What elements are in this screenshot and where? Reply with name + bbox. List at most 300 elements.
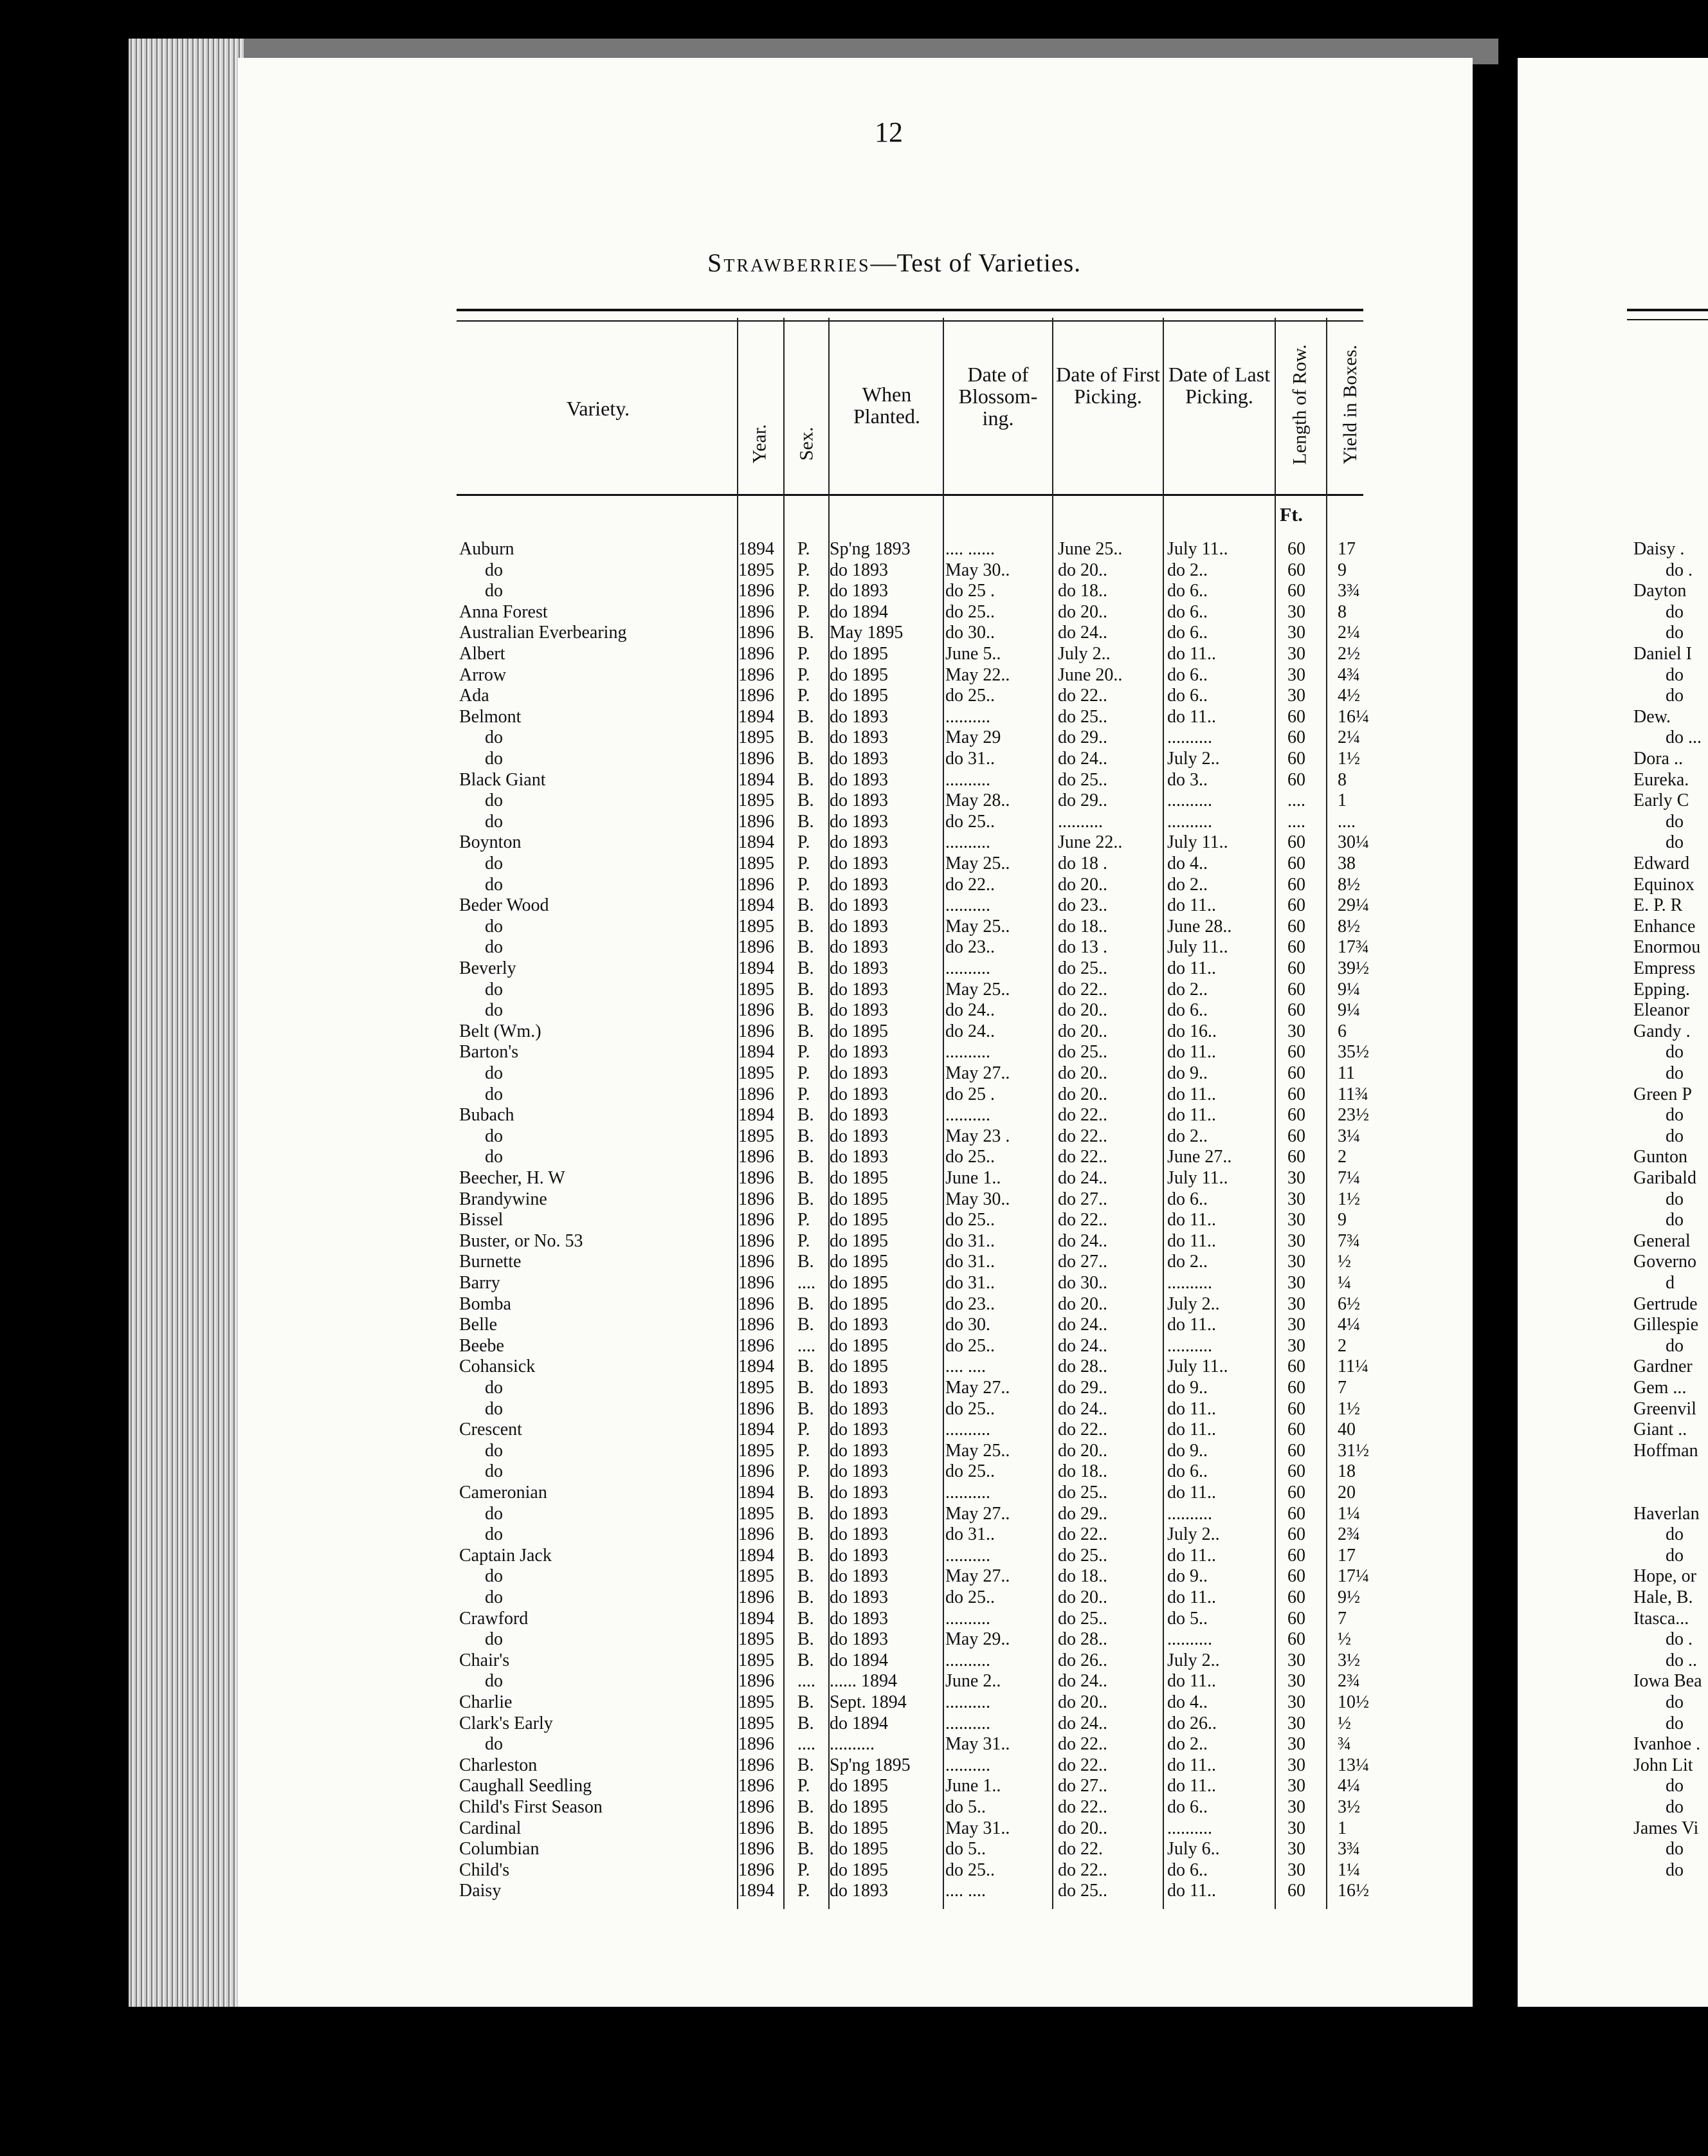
cell-year: 1896 — [738, 1818, 774, 1838]
right-page — [1518, 58, 1708, 2007]
cell-length-of-row: 60 — [1287, 1503, 1305, 1524]
cell-variety: do — [485, 1147, 503, 1167]
right-page-row: John Lit — [1633, 1755, 1693, 1775]
cell-length-of-row: 60 — [1287, 1126, 1305, 1146]
cell-when-planted: do 1895 — [830, 1776, 888, 1796]
cell-sex: P. — [797, 832, 810, 853]
cell-sex: P. — [797, 539, 810, 559]
cell-variety: do — [485, 560, 503, 580]
cell-yield: 11¾ — [1338, 1084, 1368, 1104]
cell-variety: Cohansick — [459, 1357, 536, 1377]
cell-date-last-picking: do 11.. — [1167, 1230, 1216, 1251]
cell-date-blossoming: .......... — [945, 1608, 990, 1629]
cell-when-planted: do 1895 — [830, 1168, 888, 1188]
cell-date-blossoming: do 31.. — [945, 1252, 995, 1272]
cell-date-last-picking: do 3.. — [1167, 769, 1208, 790]
cell-year: 1895 — [738, 1126, 774, 1146]
cell-when-planted: do 1893 — [830, 790, 888, 811]
cell-yield: 8½ — [1338, 874, 1360, 895]
cell-date-last-picking: .......... — [1167, 1629, 1212, 1650]
right-page-row: Equinox — [1633, 874, 1694, 895]
cell-date-blossoming: May 29 — [945, 727, 1001, 748]
cell-date-last-picking: do 2.. — [1167, 1126, 1208, 1146]
cell-yield: 3¼ — [1338, 1126, 1360, 1146]
cell-length-of-row: 60 — [1287, 769, 1305, 790]
cell-date-last-picking: do 11.. — [1167, 1315, 1216, 1335]
cell-date-last-picking: do 6.. — [1167, 1461, 1208, 1482]
cell-date-first-picking: do 22.. — [1058, 1734, 1107, 1755]
cell-sex: B. — [797, 1566, 814, 1587]
cell-year: 1896 — [738, 1315, 774, 1335]
cell-date-last-picking: do 11.. — [1167, 1398, 1216, 1419]
cell-date-blossoming: June 2.. — [945, 1671, 1001, 1692]
right-page-row: James Vi — [1633, 1818, 1699, 1838]
cell-length-of-row: 30 — [1287, 1713, 1305, 1733]
cell-yield: 39½ — [1338, 958, 1369, 978]
cell-year: 1895 — [738, 1650, 774, 1670]
cell-when-planted: do 1895 — [830, 1357, 888, 1377]
table-row — [0, 1420, 1479, 1440]
cell-date-blossoming: .......... — [945, 958, 990, 978]
cell-yield: 1¼ — [1338, 1503, 1360, 1524]
header-date-last-picking: Date of Last Picking. — [1168, 363, 1271, 408]
right-page-row: Green P — [1633, 1084, 1692, 1104]
table-row — [0, 917, 1479, 937]
cell-yield: 4½ — [1338, 686, 1360, 706]
cell-year: 1895 — [738, 854, 774, 873]
cell-sex: B. — [797, 1398, 814, 1419]
cell-yield: 7 — [1338, 1608, 1347, 1629]
cell-date-blossoming: do 25.. — [945, 1210, 995, 1230]
cell-length-of-row: 30 — [1287, 1797, 1305, 1817]
right-page-row: do — [1666, 1524, 1684, 1545]
cell-date-last-picking: July 11.. — [1167, 832, 1228, 853]
cell-date-last-picking: do 11.. — [1167, 1587, 1216, 1607]
cell-date-first-picking: do 18.. — [1058, 1566, 1107, 1587]
cell-variety: Belmont — [459, 706, 522, 727]
cell-when-planted: do 1893 — [830, 1042, 888, 1063]
cell-yield: 9 — [1338, 1210, 1347, 1230]
cell-date-blossoming: do 31.. — [945, 749, 995, 769]
cell-sex: .... — [797, 1273, 815, 1293]
cell-date-blossoming: do 25.. — [945, 1398, 995, 1419]
cell-variety: Buster, or No. 53 — [459, 1230, 583, 1251]
right-page-row: do — [1666, 1797, 1684, 1817]
cell-length-of-row: 30 — [1287, 1734, 1305, 1755]
cell-length-of-row: 30 — [1287, 1818, 1305, 1838]
cell-variety: do — [485, 854, 503, 873]
cell-yield: ½ — [1338, 1629, 1351, 1650]
cell-yield: 29¼ — [1338, 895, 1369, 916]
cell-when-planted: do 1893 — [830, 1126, 888, 1146]
header-sex: Sex. — [795, 426, 817, 461]
cell-year: 1896 — [738, 1293, 774, 1314]
cell-date-last-picking: July 11.. — [1167, 539, 1228, 559]
right-page-row: do — [1666, 1839, 1684, 1859]
table-row — [0, 1042, 1479, 1063]
cell-yield: 31½ — [1338, 1440, 1369, 1461]
cell-variety: do — [485, 581, 503, 601]
cell-variety: Bissel — [459, 1210, 504, 1230]
cell-date-blossoming: May 25.. — [945, 854, 1010, 873]
right-page-row: Giant .. — [1633, 1420, 1687, 1440]
cell-variety: do — [485, 1063, 503, 1083]
cell-length-of-row: 30 — [1287, 1189, 1305, 1209]
cell-date-first-picking: do 29.. — [1058, 790, 1107, 811]
cell-yield: ½ — [1338, 1713, 1351, 1733]
cell-date-first-picking: do 20.. — [1058, 1021, 1107, 1041]
cell-date-blossoming: .... .... — [945, 1881, 986, 1901]
table-row — [0, 1461, 1479, 1482]
cell-date-last-picking: do 11.. — [1167, 1671, 1216, 1692]
cell-yield: 1½ — [1338, 1398, 1360, 1419]
cell-date-blossoming: do 25.. — [945, 686, 995, 706]
cell-variety: Crawford — [459, 1608, 529, 1629]
cell-when-planted: do 1893 — [830, 832, 888, 853]
cell-yield: 8 — [1338, 601, 1347, 622]
table-row — [0, 1483, 1479, 1503]
right-page-row: do .. — [1666, 1650, 1697, 1670]
cell-yield: 8 — [1338, 769, 1347, 790]
cell-variety: Beverly — [459, 958, 516, 978]
cell-length-of-row: 30 — [1287, 1230, 1305, 1251]
cell-year: 1894 — [738, 1042, 774, 1063]
cell-yield: 2¼ — [1338, 727, 1360, 748]
table-row — [0, 1713, 1479, 1734]
cell-date-first-picking: do 29.. — [1058, 1378, 1107, 1398]
table-row — [0, 539, 1479, 560]
cell-when-planted: do 1895 — [830, 1335, 888, 1356]
cell-date-last-picking: do 2.. — [1167, 979, 1208, 1000]
cell-sex: B. — [797, 1650, 814, 1670]
cell-date-last-picking: June 27.. — [1167, 1147, 1232, 1167]
cell-date-first-picking: June 25.. — [1058, 539, 1123, 559]
cell-length-of-row: 60 — [1287, 1587, 1305, 1607]
cell-yield: 23½ — [1338, 1105, 1369, 1126]
cell-year: 1896 — [738, 1273, 774, 1293]
right-page-row: Edward — [1633, 854, 1690, 873]
cell-year: 1896 — [738, 749, 774, 769]
table-row — [0, 895, 1479, 916]
cell-date-blossoming: do 25 . — [945, 581, 995, 601]
cell-sex: P. — [797, 1063, 810, 1083]
cell-sex: B. — [797, 1524, 814, 1545]
table-row — [0, 1755, 1479, 1776]
cell-when-planted: do 1895 — [830, 644, 888, 664]
table-row — [0, 1776, 1479, 1796]
cell-year: 1895 — [738, 1566, 774, 1587]
cell-variety: Boynton — [459, 832, 522, 853]
cell-when-planted: do 1895 — [830, 1252, 888, 1272]
cell-when-planted: do 1895 — [830, 664, 888, 685]
cell-when-planted: do 1893 — [830, 1000, 888, 1021]
cell-length-of-row: 60 — [1287, 854, 1305, 873]
cell-date-blossoming: May 27.. — [945, 1063, 1010, 1083]
cell-date-blossoming: June 1.. — [945, 1776, 1001, 1796]
cell-sex: .... — [797, 1734, 815, 1755]
table-row — [0, 749, 1479, 769]
cell-date-blossoming: May 25.. — [945, 979, 1010, 1000]
cell-variety: Child's First Season — [459, 1797, 603, 1817]
table-row — [0, 1860, 1479, 1881]
cell-date-first-picking: do 22. — [1058, 1839, 1103, 1859]
cell-date-blossoming: do 25.. — [945, 1147, 995, 1167]
cell-variety: Ada — [459, 686, 489, 706]
cell-date-first-picking: do 27.. — [1058, 1776, 1107, 1796]
cell-date-first-picking: do 20.. — [1058, 1818, 1107, 1838]
cell-sex: P. — [797, 686, 810, 706]
cell-year: 1894 — [738, 1881, 774, 1901]
cell-date-last-picking: July 2.. — [1167, 1524, 1220, 1545]
cell-length-of-row: 60 — [1287, 1378, 1305, 1398]
cell-date-last-picking: July 11.. — [1167, 937, 1228, 958]
cell-date-blossoming: .......... — [945, 1042, 990, 1063]
cell-length-of-row: 30 — [1287, 1859, 1305, 1880]
cell-sex: P. — [797, 601, 810, 622]
cell-date-last-picking: do 6.. — [1167, 1859, 1208, 1880]
cell-date-last-picking: July 2.. — [1167, 749, 1220, 769]
cell-length-of-row: 60 — [1287, 1608, 1305, 1629]
cell-date-first-picking: do 26.. — [1058, 1650, 1107, 1670]
cell-sex: B. — [797, 1126, 814, 1146]
cell-date-first-picking: do 22.. — [1058, 1797, 1107, 1817]
right-page-row: do — [1666, 811, 1684, 832]
cell-sex: B. — [797, 1357, 814, 1377]
cell-date-first-picking: .......... — [1058, 811, 1103, 832]
cell-date-first-picking: do 25.. — [1058, 1545, 1107, 1566]
cell-date-blossoming: do 25.. — [945, 1335, 995, 1356]
cell-when-planted: do 1895 — [830, 686, 888, 706]
cell-yield: 38 — [1338, 854, 1356, 873]
cell-year: 1896 — [738, 1084, 774, 1104]
right-page-row: do — [1666, 1776, 1684, 1796]
table-row — [0, 1587, 1479, 1608]
cell-sex: P. — [797, 1084, 810, 1104]
cell-yield: 2¾ — [1338, 1671, 1360, 1692]
cell-yield: 4¼ — [1338, 1315, 1360, 1335]
cell-variety: Anna Forest — [459, 601, 548, 622]
cell-sex: B. — [797, 937, 814, 958]
cell-yield: 1 — [1338, 1818, 1347, 1838]
cell-date-blossoming: .......... — [945, 1692, 990, 1712]
cell-length-of-row: 30 — [1287, 1335, 1305, 1356]
cell-date-first-picking: do 22.. — [1058, 1420, 1107, 1440]
cell-length-of-row: 30 — [1287, 1776, 1305, 1796]
cell-date-first-picking: do 27.. — [1058, 1252, 1107, 1272]
cell-when-planted: do 1895 — [830, 1021, 888, 1041]
cell-when-planted: do 1893 — [830, 1063, 888, 1083]
cell-year: 1896 — [738, 686, 774, 706]
cell-length-of-row: 30 — [1287, 1755, 1305, 1775]
cell-year: 1896 — [738, 1210, 774, 1230]
table-row — [0, 958, 1479, 979]
cell-date-blossoming: May 27.. — [945, 1503, 1010, 1524]
cell-when-planted: Sept. 1894 — [830, 1692, 907, 1712]
table-row — [0, 581, 1479, 601]
cell-year: 1895 — [738, 1440, 774, 1461]
cell-date-blossoming: May 27.. — [945, 1378, 1010, 1398]
cell-date-last-picking: do 4.. — [1167, 854, 1208, 873]
table-row — [0, 1566, 1479, 1587]
right-page-row: do — [1666, 686, 1684, 706]
cell-length-of-row: 60 — [1287, 937, 1305, 958]
cell-date-blossoming: .... .... — [945, 1357, 986, 1377]
cell-sex: B. — [797, 790, 814, 811]
cell-when-planted: do 1893 — [830, 895, 888, 916]
cell-sex: B. — [797, 1839, 814, 1859]
cell-length-of-row: 60 — [1287, 916, 1305, 936]
cell-year: 1894 — [738, 832, 774, 853]
cell-year: 1896 — [738, 1230, 774, 1251]
table-row — [0, 1189, 1479, 1210]
cell-variety: Black Giant — [459, 769, 546, 790]
cell-date-first-picking: do 25.. — [1058, 706, 1107, 727]
cell-year: 1896 — [738, 1252, 774, 1272]
table-row — [0, 812, 1479, 832]
cell-sex: B. — [797, 1755, 814, 1775]
table-row — [0, 1252, 1479, 1272]
cell-date-last-picking: July 6.. — [1167, 1839, 1220, 1859]
cell-date-blossoming: .......... — [945, 1755, 990, 1775]
length-unit: Ft. — [1280, 504, 1303, 525]
cell-sex: B. — [797, 1608, 814, 1629]
right-page-row: do . — [1666, 1629, 1693, 1650]
cell-sex: P. — [797, 1230, 810, 1251]
cell-yield: 13¼ — [1338, 1755, 1369, 1775]
cell-yield: 17¼ — [1338, 1566, 1369, 1587]
cell-length-of-row: 60 — [1287, 1545, 1305, 1566]
cell-length-of-row: 60 — [1287, 1357, 1305, 1377]
cell-variety: do — [485, 1566, 503, 1587]
table-row — [0, 1504, 1479, 1524]
cell-date-first-picking: do 22.. — [1058, 1105, 1107, 1126]
cell-year: 1894 — [738, 895, 774, 916]
table-row — [0, 1000, 1479, 1021]
table-row — [0, 560, 1479, 581]
cell-date-first-picking: do 20.. — [1058, 601, 1107, 622]
cell-variety: Bubach — [459, 1105, 514, 1126]
cell-date-last-picking: .......... — [1167, 1818, 1212, 1838]
cell-date-first-picking: do 29.. — [1058, 1503, 1107, 1524]
cell-variety: Cameronian — [459, 1483, 547, 1503]
cell-when-planted: do 1893 — [830, 560, 888, 580]
cell-date-last-picking: .......... — [1167, 1335, 1212, 1356]
right-page-row: do — [1666, 832, 1684, 853]
cell-sex: B. — [797, 1378, 814, 1398]
cell-variety: do — [485, 1084, 503, 1104]
cell-date-blossoming: .......... — [945, 1483, 990, 1503]
cell-when-planted: Sp'ng 1895 — [830, 1755, 911, 1775]
right-page-row: do — [1666, 1335, 1684, 1356]
cell-sex: B. — [797, 1713, 814, 1733]
cell-year: 1896 — [738, 1859, 774, 1880]
cell-sex: P. — [797, 1210, 810, 1230]
cell-variety: Barry — [459, 1273, 500, 1293]
cell-yield: 1½ — [1338, 1189, 1360, 1209]
cell-sex: B. — [797, 727, 814, 748]
cell-when-planted: ...... 1894 — [830, 1671, 897, 1692]
header-year: Year. — [749, 424, 771, 464]
cell-length-of-row: 30 — [1287, 1650, 1305, 1670]
right-page-row: Gardner — [1633, 1357, 1693, 1377]
right-page-row: do — [1666, 1713, 1684, 1733]
cell-when-planted: do 1893 — [830, 854, 888, 873]
cell-length-of-row: 30 — [1287, 1273, 1305, 1293]
cell-sex: B. — [797, 623, 814, 643]
cell-length-of-row: 30 — [1287, 644, 1305, 664]
table-row — [0, 1147, 1479, 1167]
cell-sex: B. — [797, 1105, 814, 1126]
table-row — [0, 1881, 1479, 1901]
cell-length-of-row: 60 — [1287, 832, 1305, 853]
cell-year: 1896 — [738, 1524, 774, 1545]
cell-length-of-row: 60 — [1287, 1147, 1305, 1167]
cell-date-blossoming: do 24.. — [945, 1021, 995, 1041]
cell-variety: Daisy — [459, 1881, 502, 1901]
cell-when-planted: do 1895 — [830, 1230, 888, 1251]
cell-length-of-row: 60 — [1287, 979, 1305, 1000]
cell-when-planted: do 1893 — [830, 958, 888, 978]
right-page-row: Enhance — [1633, 916, 1696, 936]
cell-date-blossoming: .......... — [945, 895, 990, 916]
cell-variety: do — [485, 749, 503, 769]
cell-date-blossoming: do 25 . — [945, 1084, 995, 1104]
cell-date-blossoming: do 25.. — [945, 1461, 995, 1482]
table-row — [0, 1671, 1479, 1692]
cell-sex: B. — [797, 979, 814, 1000]
cell-year: 1896 — [738, 1797, 774, 1817]
cell-date-first-picking: do 22.. — [1058, 1210, 1107, 1230]
right-page-row: do — [1666, 1545, 1684, 1566]
cell-sex: B. — [797, 811, 814, 832]
cell-length-of-row: 30 — [1287, 664, 1305, 685]
cell-year: 1896 — [738, 811, 774, 832]
cell-date-last-picking: do 6.. — [1167, 686, 1208, 706]
cell-sex: P. — [797, 1859, 810, 1880]
cell-yield: 2½ — [1338, 644, 1360, 664]
table-row — [0, 1231, 1479, 1252]
right-page-row: do — [1666, 1105, 1684, 1126]
cell-date-first-picking: do 20.. — [1058, 560, 1107, 580]
right-page-row: Gunton — [1633, 1147, 1687, 1167]
cell-date-first-picking: do 20.. — [1058, 1084, 1107, 1104]
table-row — [0, 602, 1479, 623]
cell-variety: Columbian — [459, 1839, 540, 1859]
cell-length-of-row: 60 — [1287, 1084, 1305, 1104]
header-when-planted: When Planted. — [853, 383, 920, 428]
cell-variety: do — [485, 727, 503, 748]
cell-when-planted: do 1893 — [830, 1587, 888, 1607]
cell-when-planted: do 1893 — [830, 1315, 888, 1335]
cell-length-of-row: 60 — [1287, 1629, 1305, 1650]
cell-yield: 3½ — [1338, 1650, 1360, 1670]
right-page-row: Dayton — [1633, 581, 1687, 601]
cell-date-first-picking: do 24.. — [1058, 1713, 1107, 1733]
cell-date-first-picking: do 24.. — [1058, 1335, 1107, 1356]
cell-date-last-picking: do 26.. — [1167, 1713, 1217, 1733]
cell-date-first-picking: do 20.. — [1058, 1063, 1107, 1083]
cell-variety: Charleston — [459, 1755, 538, 1775]
cell-date-blossoming: June 5.. — [945, 644, 1001, 664]
cell-when-planted: do 1893 — [830, 1483, 888, 1503]
cell-date-last-picking: do 2.. — [1167, 874, 1208, 895]
cell-when-planted: do 1893 — [830, 1881, 888, 1901]
cell-date-first-picking: do 22.. — [1058, 1524, 1107, 1545]
cell-date-last-picking: do 11.. — [1167, 1755, 1216, 1775]
cell-sex: B. — [797, 1000, 814, 1021]
cell-date-last-picking: do 6.. — [1167, 1797, 1208, 1817]
cell-year: 1896 — [738, 623, 774, 643]
